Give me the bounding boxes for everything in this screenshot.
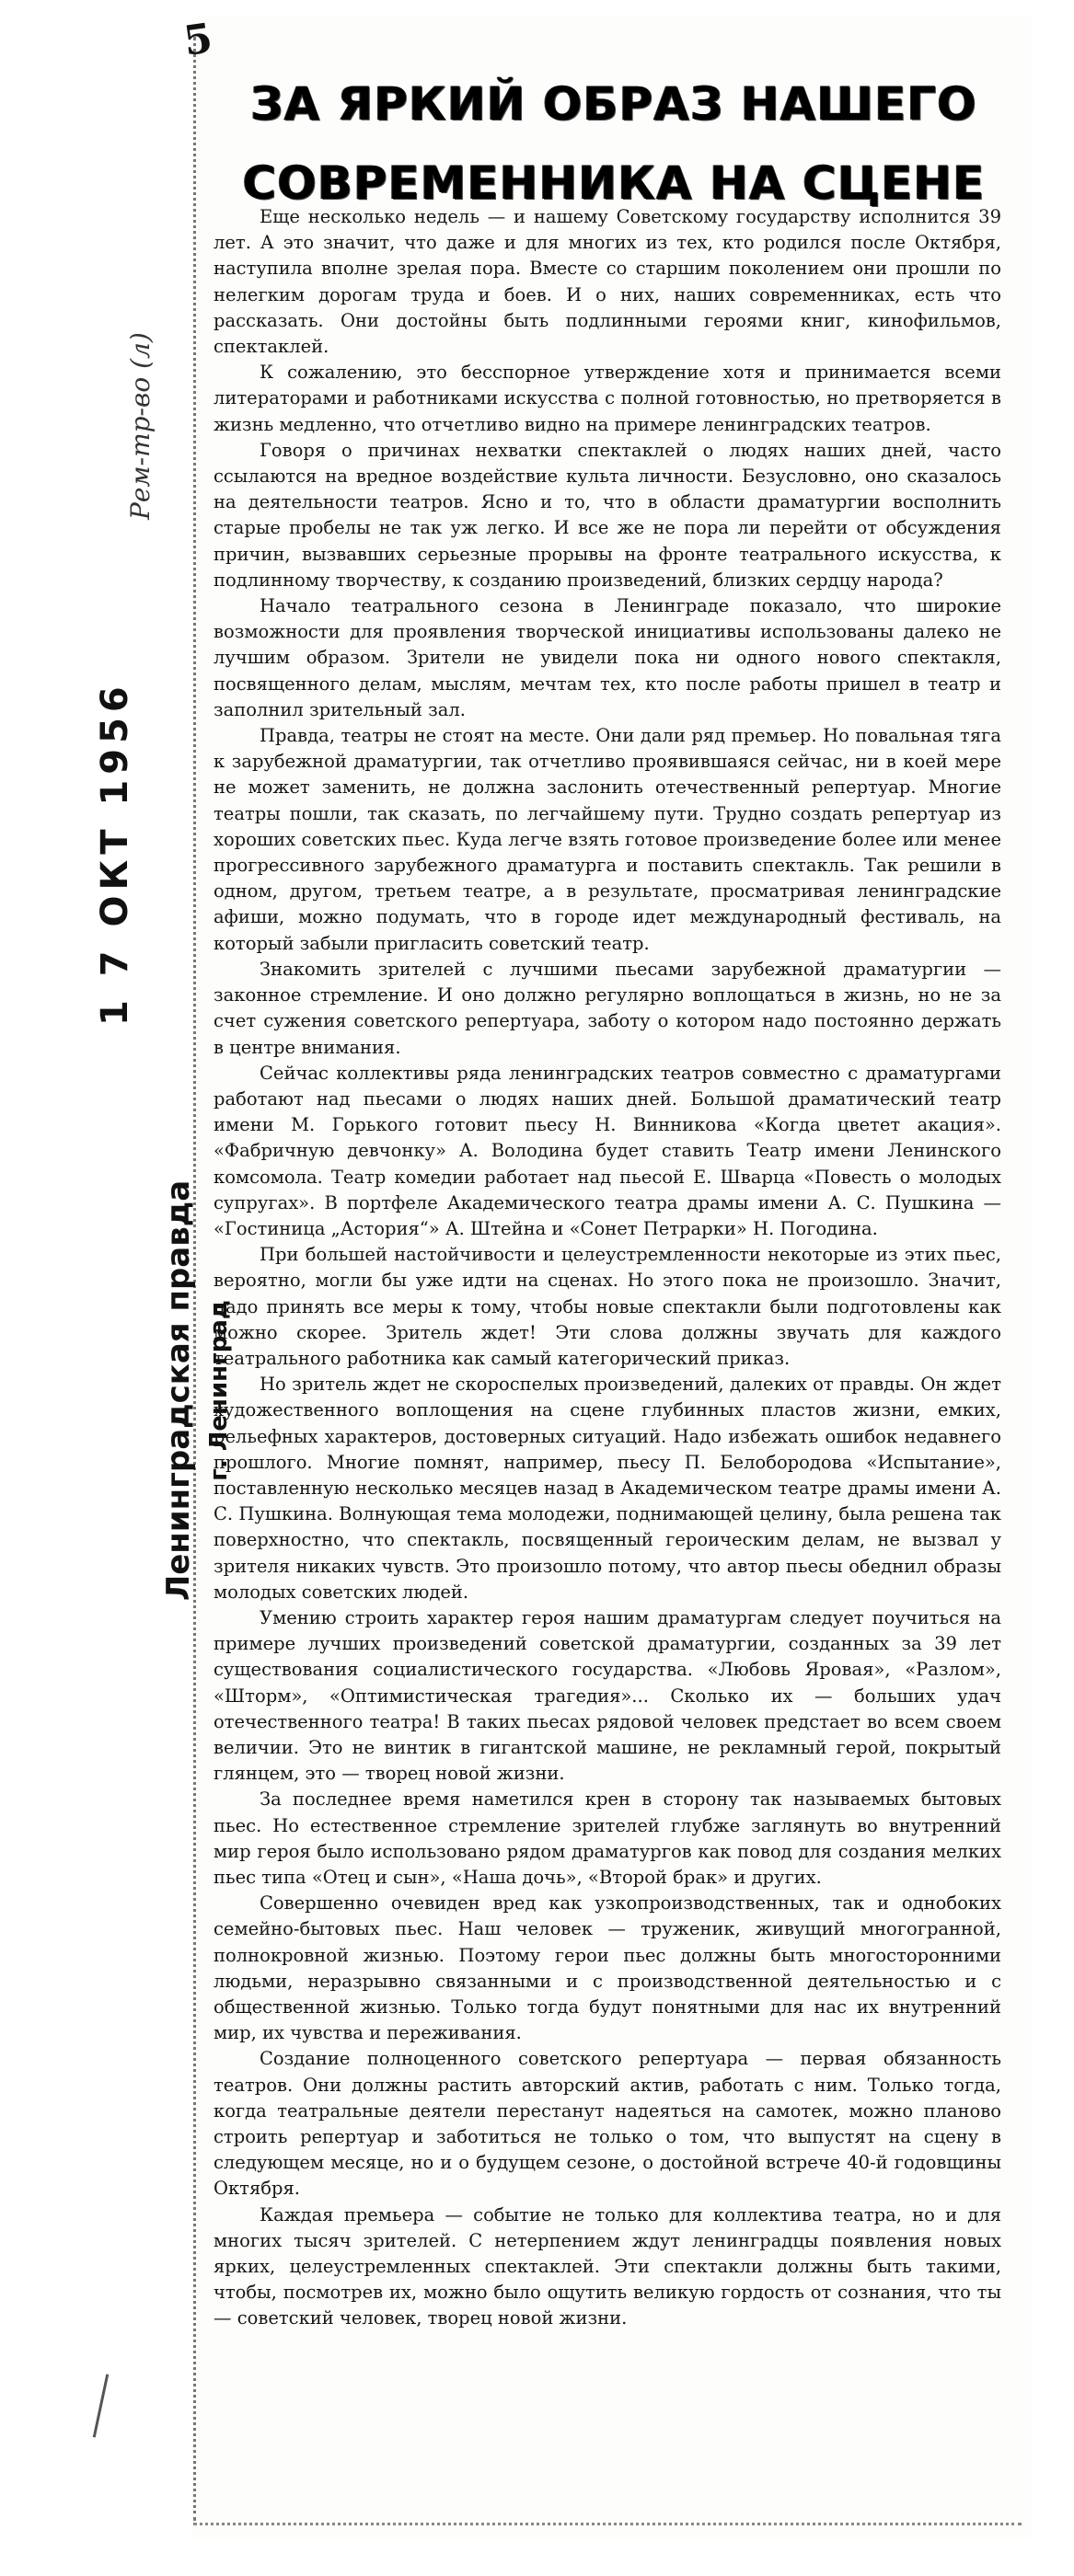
paragraph: Создание полноценного советского репертуара — первая обязанность театров. Они должны растить авторский актив, работать с ним. Только тогда, когда театральные деятели перестанут надеяться на самотек, можно планово строить репертуар и заботиться не только о том, что выпустят на сцену в следующем месяце, но и о будущем сезоне, о достойной встрече 40-й годовщины Октября. bbox=[214, 2048, 1001, 2200]
article-headline: ЗА ЯРКИЙ ОБРАЗ НАШЕГО СОВРЕМЕННИКА НА СЦЕНЕ bbox=[242, 77, 986, 210]
source-stamp bbox=[158, 1180, 239, 1601]
clipping-bottom-edge bbox=[193, 2523, 1022, 2529]
paragraph: Знакомить зрителей с лучшими пьесами зарубежной драматургии — законное стремление. И оно должно регулярно воплощаться в жизнь, но не за счет сужения советского репертуара, заботу о котором надо постоянно держать в центре внимания. bbox=[214, 958, 1001, 1058]
paragraph: Начало театрального сезона в Ленинграде показало, что широкие возможности для проявления творческой инициативы использованы далеко не лучшим образом. Зрители не увидели пока ни одного нового спектакля, посвященного делам, мыслям, мечтам тех, кто после работы пришел в театр и заполнил зрительный зал. bbox=[214, 595, 1001, 720]
paragraph: Еще несколько недель — и нашему Советскому государству исполнится 39 лет. А это значит, что даже и для многих из тех, кто родился после Октября, наступила вполне зрелая пора. Вместе со старшим поколением они прошли по нелегким дорогам труда и боев. И о них, наших современниках, есть что рассказать. Они достойны быть подлинными героями книг, кинофильмов, спектаклей. bbox=[214, 206, 1001, 358]
handwritten-note: Рем-тр-во (л) bbox=[125, 332, 156, 520]
paragraph: Сейчас коллективы ряда ленинградских театров совместно с драматургами работают над пьесами о людях наших дней. Большой драматический театр имени М. Горького готовит пьесу Н. Винникова «Когда цветет акация». «Фабричную девчонку» А. Володина будет ставить Театр имени Ленинского комсомола. Театр комедии работает над пьесой Е. Шварца «Повесть о молодых супругах». В портфеле Академического театра драмы имени А. С. Пушкина — «Гостиница „Астория“» А. Штейна и «Сонет Петрарки» Н. Погодина. bbox=[214, 1062, 1001, 1239]
paragraph: Говоря о причинах нехватки спектаклей о людях наших дней, часто ссылаются на вредное воздействие культа личности. Безусловно, оно сказалось на деятельности театров. Ясно и то, что в области драматургии восполнить старые пробелы не так уж легко. И все же не пора ли перейти от обсуждения причин, вызвавших серьезные прорывы на фронте театрального искусства, к подлинному творчеству, к созданию произведений, близких сердцу народа? bbox=[214, 439, 1001, 591]
paragraph: Совершенно очевиден вред как узкопроизводственных, так и однобоких семейно-бытовых пьес. Наш человек — труженик, живущий многогранной, полнокровной жизнью. Поэтому герои пьес должны быть многосторонними людьми, неразрывно связанными и с производственной деятельностью и с общественной жизнью. Только тогда будут понятными для нас их внутренний мир, их чувства и переживания. bbox=[214, 1892, 1001, 2044]
newspaper-name: Ленинградская правда bbox=[160, 1179, 197, 1601]
paragraph: Но зритель ждет не скороспелых произведений, далеких от правды. Он ждет художественного воплощения на сцене глубинных пластов жизни, емких, рельефных характеров, достоверных ситуаций. Надо избежать ошибок недавнего прошлого. Многие помнят, например, пьесу П. Белобородова «Испытание», поставленную несколько месяцев назад в Академическом театре драмы имени А. С. Пушкина. Волнующая тема молодежи, поднимающей целину, была решена так поверхностно, что спектакль, посвященный героическим делам, не вызвал у зрителя никаких чувств. Это произошло потому, что автор пьесы обеднил образы молодых советских людей. bbox=[214, 1374, 1001, 1603]
date-stamp: 1 7 ОКТ 1956 bbox=[94, 681, 136, 1026]
pen-mark bbox=[93, 2374, 109, 2437]
article-body bbox=[214, 204, 1001, 2332]
paragraph: Умению строить характер героя нашим драматургам следует поучиться на примере лучших произведений советской драматургии, созданных за 39 лет существования социалистического государства. «Любовь Яровая», «Разлом», «Шторм», «Оптимистическая трагедия»... Сколько их — больших удач отечественного театра! В таких пьесах рядовой человек предстает во всем своем величии. Это не винтик в гигантской машине, не рекламный герой, покрытый глянцем, это — творец новой жизни. bbox=[214, 1606, 1001, 1785]
paragraph: За последнее время наметился крен в сторону так называемых бытовых пьес. Но естественное стремление зрителей глубже заглянуть во внутренний мир героя было использовано рядом драматургов как повод для создания мелких пьес типа «Отец и сын», «Наша дочь», «Второй брак» и других. bbox=[214, 1788, 1001, 1888]
paragraph: При большей настойчивости и целеустремленности некоторые из этих пьес, вероятно, могли бы уже идти на сценах. Но этого пока не произошло. Значит, надо принять все меры к тому, чтобы новые спектакли были подготовлены как можно скорее. Зритель ждет! Эти слова должны звучать для каждого театрального работника как самый категорический приказ. bbox=[214, 1244, 1001, 1369]
paragraph: Правда, театры не стоят на месте. Они дали ряд премьер. Но повальная тяга к зарубежной драматургии, так отчетливо проявившаяся сейчас, ни в коей мере не может заменить, не должна заслонить отечественный репертуар. Многие театры пошли, так сказать, по легчайшему пути. Трудно создать репертуар из хороших советских пьес. Куда легче взять готовое произведение более или менее прогрессивного зарубежного драматурга и поставить спектакль. Так решили в одном, другом, третьем театре, а в результате, просматривая ленинградские афиши, можно подумать, что в городе идет международный фестиваль, на который забыли пригласить советский театр. bbox=[214, 725, 1001, 954]
handwritten-corner-mark: 5 bbox=[180, 15, 216, 65]
paragraph: Каждая премьера — событие не только для коллектива театра, но и для многих тысяч зрителей. С нетерпением ждут ленинградцы появления новых ярких, целеустремленных спектаклей. Эти спектакли должны быть такими, чтобы, посмотрев их, можно было ощутить великую гордость от сознания, что ты — советский человек, творец новой жизни. bbox=[214, 2203, 1001, 2329]
city-name: г. Ленинград bbox=[205, 1300, 233, 1481]
paragraph: К сожалению, это бесспорное утверждение хотя и принимается всеми литераторами и работниками искусства с полной готовностью, но претворяется в жизнь медленно, что отчетливо видно на примере ленинградских театров. bbox=[214, 362, 1001, 435]
